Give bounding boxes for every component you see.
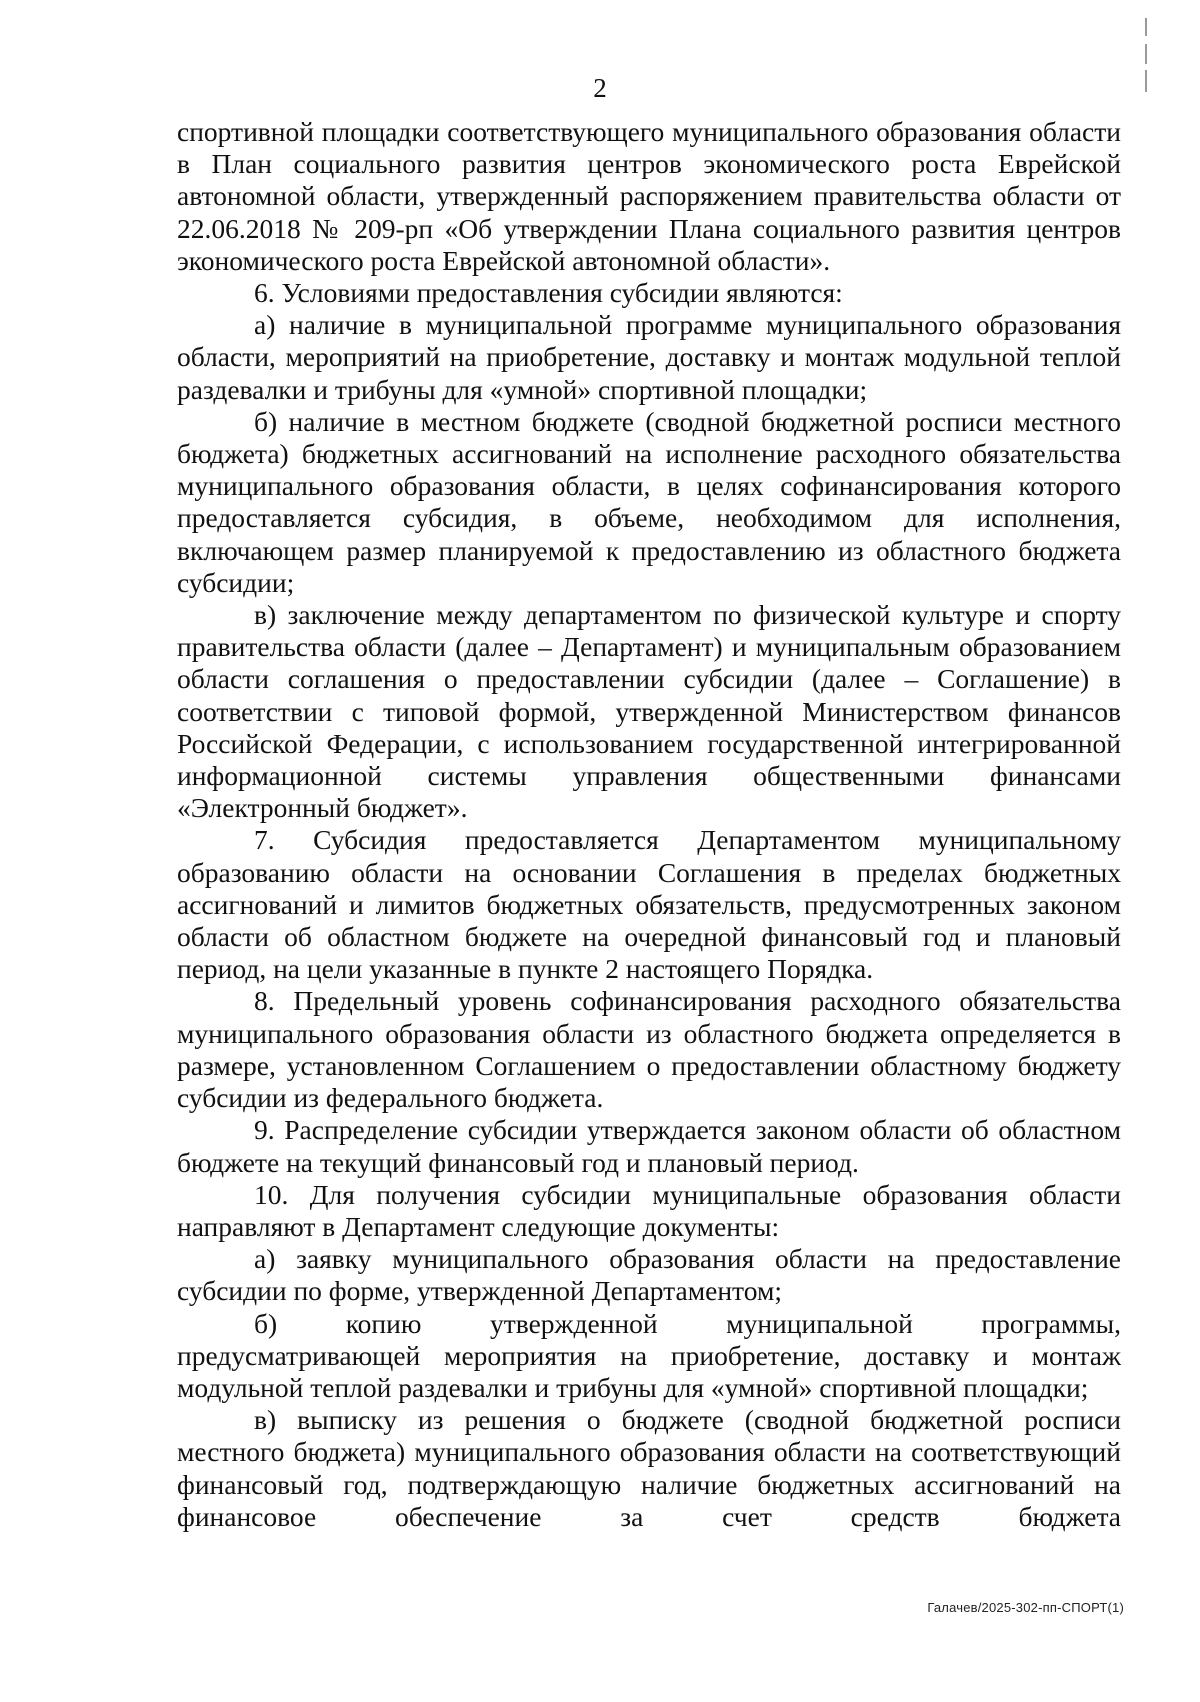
paragraph-item-10: 10. Для получения субсидии муниципальные образования области направляют в Департамент следующие документы: xyxy=(177,1178,1121,1242)
paragraph-item-10b: б) копию утвержденной муниципальной программы, предусматривающей мероприятия на приобретение, доставку и монтаж модульной теплой раздевалки и трибуны для «умной» спортивной площадки; xyxy=(177,1307,1121,1403)
scan-margin-mark xyxy=(1145,18,1147,36)
document-body xyxy=(177,116,1121,1533)
paragraph-item-6v: в) заключение между департаментом по физической культуре и спорту правительства области (далее – Департамент) и муниципальным образованием области соглашения о предоставлении субсидии (далее – Соглашение) в соответствии с типовой формой, утвержденной Министерством финансов Российской Федерации, с использованием государственной интегрированной информационной системы управления общественными финансами «Электронный бюджет». xyxy=(177,599,1121,824)
paragraph-item-6: 6. Условиями предоставления субсидии являются: xyxy=(254,277,843,309)
paragraph-item-7: 7. Субсидия предоставляется Департаментом муниципальному образованию области на основании Соглашения в пределах бюджетных ассигнований и лимитов бюджетных обязательств, предусмотренных законом области об областном бюджете на очередной финансовый год и плановый период, на цели указанные в пункте 2 настоящего Порядка. xyxy=(177,824,1121,985)
paragraph-item-10v: в) выписку из решения о бюджете (сводной бюджетной росписи местного бюджета) муниципального образования области на соответствующий финансовый год, подтверждающую наличие бюджетных ассигнований на финансовое обеспечение за счет средств бюджета xyxy=(177,1404,1121,1532)
document-code: Галачев/2025-302-пп-СПОРТ(1) xyxy=(927,1600,1124,1615)
scan-margin-mark xyxy=(1145,44,1147,64)
paragraph-item-10a: а) заявку муниципального образования области на предоставление субсидии по форме, утвержденной Департаментом; xyxy=(177,1243,1121,1307)
paragraph-item-9: 9. Распределение субсидии утверждается законом области об областном бюджете на текущий финансовый год и плановый период. xyxy=(177,1114,1121,1178)
paragraph-item-6a: а) наличие в муниципальной программе муниципального образования области, мероприятий на приобретение, доставку и монтаж модульной теплой раздевалки и трибуны для «умной» спортивной площадки; xyxy=(177,309,1121,405)
paragraph-item-6b: б) наличие в местном бюджете (сводной бюджетной росписи местного бюджета) бюджетных ассигнований на исполнение расходного обязательства муниципального образования области, в целях софинансирования которого предоставляется субсидия, в объеме, необходимом для исполнения, включающем размер планируемой к предоставлению из областного бюджета субсидии; xyxy=(177,405,1121,598)
page-number: 2 xyxy=(593,73,607,103)
paragraph-item-8: 8. Предельный уровень софинансирования расходного обязательства муниципального образования области из областного бюджета определяется в размере, установленном Соглашением о предоставлении областному бюджету субсидии из федерального бюджета. xyxy=(177,985,1121,1114)
paragraph-continuation: спортивной площадки соответствующего муниципального образования области в План социального развития центров экономического роста Еврейской автономной области, утвержденный распоряжением правительства области от 22.06.2018 № 209-рп «Об утверждении Плана социального развития центров экономического роста Еврейской автономной области». xyxy=(177,116,1121,276)
